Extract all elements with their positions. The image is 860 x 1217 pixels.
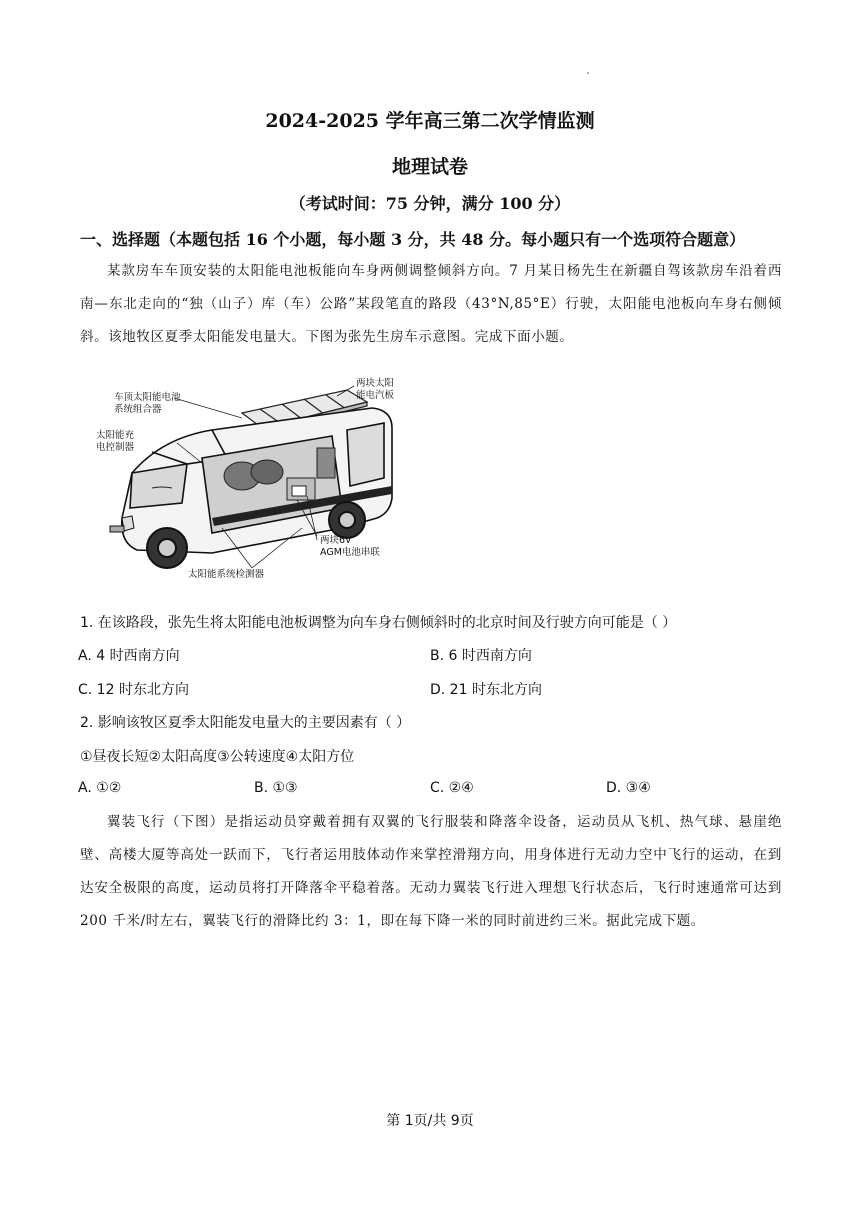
passage-rv-solar: 某款房车车顶安装的太阳能电池板能向车身两侧调整倾斜方向。7 月某日杨先生在新疆自驾该款房车沿着西南—东北走向的“独（山子）库（车）公路”某段笔直的路段（43°N,85°E）行驶，太阳能电池板向车身右侧倾斜。该地牧区夏季太阳能发电量大。下图为张先生房车示意图。完成下面小题。 — [80, 263, 782, 345]
label-roof-combiner: 车顶太阳能电池 系统组合器 — [114, 392, 181, 415]
label-controller: 太阳能充 电控制器 — [96, 430, 135, 453]
passage-wingsuit: 翼装飞行（下图）是指运动员穿戴着拥有双翼的飞行服装和降落伞设备，运动员从飞机、热气球、悬崖绝壁、高楼大厦等高处一跃而下，飞行者运用肢体动作来掌控滑翔方向，用身体进行无动力空中飞行的运动，在到达安全极限的高度，运动员将打开降落伞平稳着落。无动力翼装飞行进入理想飞行状态后，飞行时速通常可达到 200 千米/时左右，翼装飞行的滑降比约 3：1，即在每下降一米的同时前进约三米。据此完成下题。 — [80, 814, 782, 929]
label-agm-battery: 两块6V AGM电池串联 — [320, 535, 380, 558]
rv-diagram — [92, 368, 422, 583]
q1-option-c[interactable]: C. 12 时东北方向 — [78, 682, 189, 698]
q2-option-b[interactable]: B. ①③ — [254, 780, 298, 796]
q2-option-a[interactable]: A. ①② — [78, 780, 122, 796]
page-footer: 第 1页/共 9页 — [386, 1113, 474, 1129]
exam-info: （考试时间：75 分钟，满分 100 分） — [289, 194, 571, 213]
q1-option-b[interactable]: B. 6 时西南方向 — [430, 648, 532, 664]
label-monitor: 太阳能系统检测器 — [188, 569, 265, 580]
q1-option-d[interactable]: D. 21 时东北方向 — [430, 682, 542, 698]
question-2-factors: ①昼夜长短②太阳高度③公转速度④太阳方位 — [80, 749, 355, 765]
section-heading: 一、选择题（本题包括 16 个小题，每小题 3 分，共 48 分。每小题只有一个选项符合题意） — [80, 230, 746, 249]
subject-title: 地理试卷 — [391, 156, 468, 178]
q2-option-d[interactable]: D. ③④ — [606, 780, 651, 796]
scan-dot — [587, 72, 589, 74]
exam-title: 2024-2025 学年高三第二次学情监测 — [265, 110, 595, 132]
q2-option-c[interactable]: C. ②④ — [430, 780, 474, 796]
q1-option-a[interactable]: A. 4 时西南方向 — [78, 648, 180, 664]
question-1-stem: 1. 在该路段，张先生将太阳能电池板调整为向车身右侧倾斜时的北京时间及行驶方向可能是（ ） — [80, 615, 677, 631]
question-2-stem: 2. 影响该牧区夏季太阳能发电量大的主要因素有（ ） — [80, 715, 411, 731]
label-two-panels: 两块太阳 能电汽板 — [356, 378, 395, 401]
